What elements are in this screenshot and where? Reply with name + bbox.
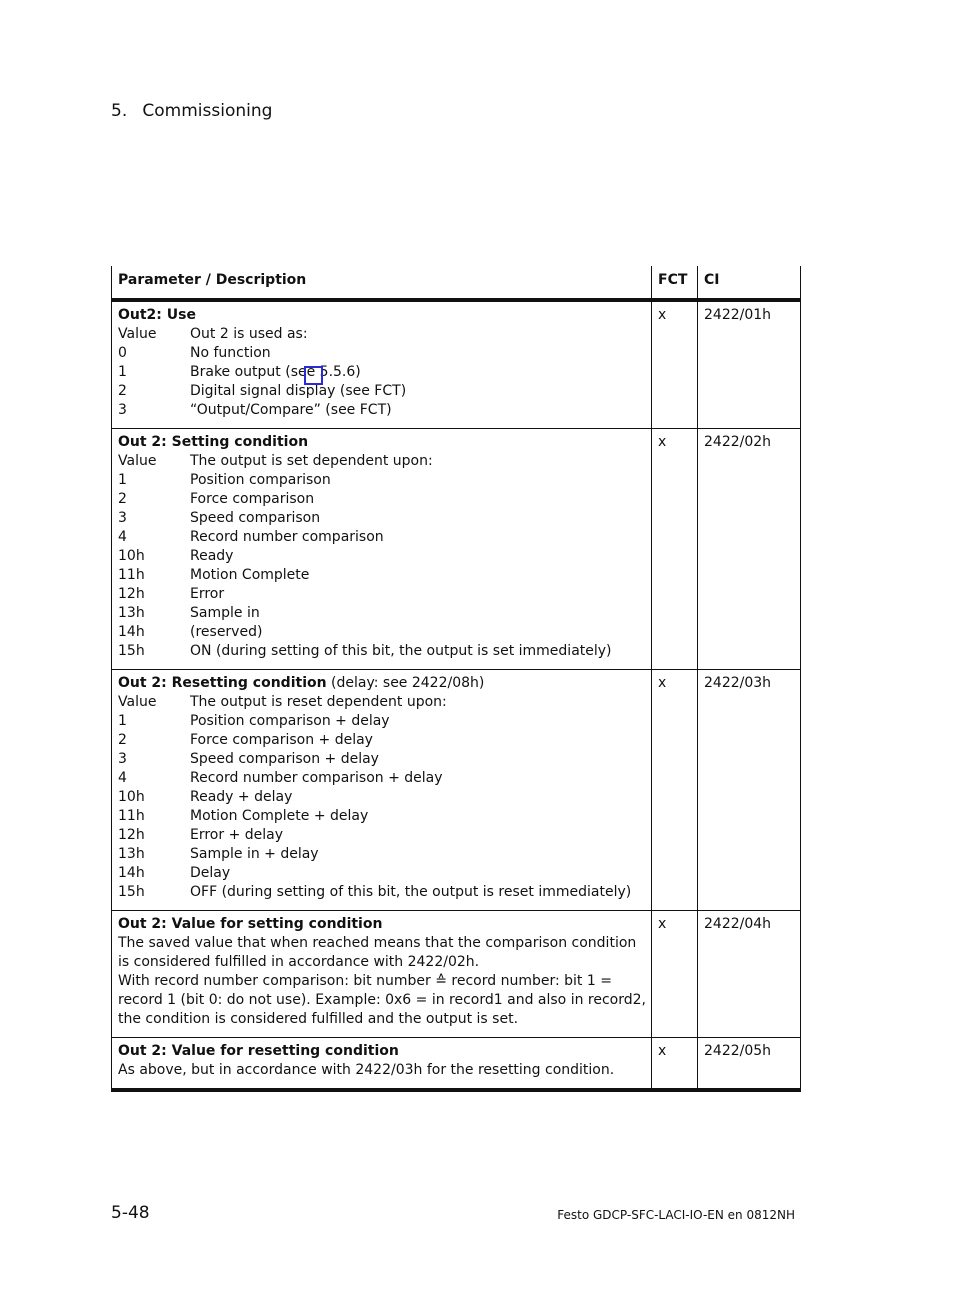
- value-text: Speed comparison: [190, 510, 321, 526]
- value-item: [118, 382, 651, 401]
- parameter-note: (delay: see 2422/08h): [331, 675, 485, 691]
- parameter-title-line: [118, 1042, 651, 1061]
- column-header-parameter: Parameter / Description: [112, 266, 652, 298]
- value-text: Force comparison: [190, 491, 315, 507]
- value-item: [118, 826, 651, 845]
- value-key: 3: [118, 751, 127, 767]
- value-key: 1: [118, 472, 127, 488]
- value-item: [118, 363, 651, 382]
- table-row: [112, 1038, 800, 1088]
- table-row: [112, 670, 800, 911]
- parameter-title-line: [118, 433, 651, 452]
- description-paragraph: As above, but in accordance with 2422/03h for the resetting condition.: [118, 1062, 615, 1078]
- value-key: 13h: [118, 846, 145, 862]
- value-text: Error: [190, 586, 225, 602]
- fct-cell: x: [652, 1038, 698, 1088]
- value-key: 0: [118, 345, 127, 361]
- value-item: [118, 604, 651, 623]
- ci-cell: 2422/05h: [704, 1043, 772, 1059]
- ci-cell: 2422/02h: [704, 434, 772, 450]
- value-key: 1: [118, 713, 127, 729]
- value-item: [118, 693, 651, 712]
- page-number: 5-48: [111, 1203, 150, 1223]
- value-key: 10h: [118, 548, 145, 564]
- value-item: [118, 325, 651, 344]
- value-item: [118, 731, 651, 750]
- description-cell: [112, 911, 652, 1037]
- value-key: 2: [118, 383, 127, 399]
- value-item: [118, 566, 651, 585]
- chapter-number: 5.: [111, 101, 128, 121]
- parameter-title: Out 2: Setting condition: [118, 434, 309, 450]
- value-text: Error + delay: [190, 827, 284, 843]
- value-text: Motion Complete: [190, 567, 310, 583]
- value-key: 14h: [118, 624, 145, 640]
- column-header-fct: FCT: [652, 266, 698, 298]
- value-text: Speed comparison + delay: [190, 751, 379, 767]
- value-key: 2: [118, 491, 127, 507]
- value-item: [118, 490, 651, 509]
- description-cell: [112, 1038, 652, 1088]
- value-item: [118, 547, 651, 566]
- value-item: [118, 788, 651, 807]
- value-text: No function: [190, 345, 271, 361]
- value-text: Position comparison: [190, 472, 331, 488]
- value-item: [118, 712, 651, 731]
- value-text: Sample in: [190, 605, 260, 621]
- value-text: Ready: [190, 548, 234, 564]
- fct-cell: x: [652, 911, 698, 1037]
- parameter-title: Out 2: Value for resetting condition: [118, 1043, 399, 1059]
- parameter-title-line: [118, 915, 651, 934]
- ci-cell: 2422/01h: [704, 307, 772, 323]
- value-text: Out 2 is used as:: [190, 326, 308, 342]
- parameter-table: [111, 266, 801, 1092]
- value-item: [118, 807, 651, 826]
- description-paragraph: With record number comparison: bit number ≙ record number: bit 1 = record 1 (bit 0: do not use). Example: 0x6 = in record1 and also in record2, the condition is considered fulfilled and the output is set.: [118, 973, 646, 1027]
- value-item: [118, 883, 651, 902]
- value-item: [118, 769, 651, 788]
- value-text: OFF (during setting of this bit, the output is reset immediately): [190, 884, 632, 900]
- value-key: 13h: [118, 605, 145, 621]
- value-text: Motion Complete + delay: [190, 808, 369, 824]
- description-cell: [112, 670, 652, 910]
- value-key: 12h: [118, 586, 145, 602]
- chapter-heading: [111, 101, 272, 121]
- value-item: [118, 845, 651, 864]
- parameter-title: Out2: Use: [118, 307, 196, 323]
- value-text: Delay: [190, 865, 231, 881]
- table-header-row: [112, 266, 800, 302]
- value-key: 15h: [118, 884, 145, 900]
- description-paragraph: The saved value that when reached means that the comparison condition is considered fulfilled in accordance with 2422/02h.: [118, 935, 637, 970]
- value-text: Sample in + delay: [190, 846, 319, 862]
- value-key: 12h: [118, 827, 145, 843]
- value-key: 1: [118, 364, 127, 380]
- value-text: Brake output (see 5.5.6): [190, 364, 361, 380]
- value-key: 3: [118, 402, 127, 418]
- value-text: (reserved): [190, 624, 263, 640]
- description-cell: [112, 302, 652, 428]
- table-row: [112, 429, 800, 670]
- value-text: Force comparison + delay: [190, 732, 373, 748]
- parameter-title: Out 2: Resetting condition: [118, 675, 327, 691]
- value-text: The output is set dependent upon:: [190, 453, 433, 469]
- ci-cell: 2422/03h: [704, 675, 772, 691]
- fct-cell: x: [652, 429, 698, 669]
- value-text: Ready + delay: [190, 789, 293, 805]
- table-row: [112, 911, 800, 1038]
- document-reference: Festo GDCP-SFC-LACI-IO-EN en 0812NH: [557, 1208, 795, 1222]
- table-row: [112, 302, 800, 429]
- parameter-title: Out 2: Value for setting condition: [118, 916, 383, 932]
- chapter-title: Commissioning: [142, 101, 273, 121]
- value-text: Digital signal display (see FCT): [190, 383, 407, 399]
- value-key: 11h: [118, 808, 145, 824]
- value-key: 11h: [118, 567, 145, 583]
- value-item: [118, 528, 651, 547]
- ci-cell: 2422/04h: [704, 916, 772, 932]
- value-item: [118, 452, 651, 471]
- value-item: [118, 344, 651, 363]
- value-item: [118, 471, 651, 490]
- value-text: ON (during setting of this bit, the output is set immediately): [190, 643, 612, 659]
- value-key: 4: [118, 770, 127, 786]
- value-item: [118, 585, 651, 604]
- value-item: [118, 401, 651, 420]
- value-item: [118, 509, 651, 528]
- value-key: Value: [118, 694, 157, 710]
- parameter-title-line: [118, 674, 651, 693]
- value-key: Value: [118, 326, 157, 342]
- value-text: Position comparison + delay: [190, 713, 390, 729]
- value-item: [118, 750, 651, 769]
- value-item: [118, 864, 651, 883]
- value-item: [118, 642, 651, 661]
- value-key: 3: [118, 510, 127, 526]
- value-text: Record number comparison + delay: [190, 770, 443, 786]
- value-key: 15h: [118, 643, 145, 659]
- parameter-title-line: [118, 306, 651, 325]
- fct-cell: x: [652, 302, 698, 428]
- value-text: “Output/Compare” (see FCT): [190, 402, 392, 418]
- value-key: 2: [118, 732, 127, 748]
- value-key: 14h: [118, 865, 145, 881]
- value-key: 4: [118, 529, 127, 545]
- value-item: [118, 623, 651, 642]
- value-text: The output is reset dependent upon:: [190, 694, 447, 710]
- value-key: 10h: [118, 789, 145, 805]
- link-marker[interactable]: [304, 366, 323, 385]
- fct-cell: x: [652, 670, 698, 910]
- value-key: Value: [118, 453, 157, 469]
- column-header-ci: CI: [704, 272, 720, 288]
- value-text: Record number comparison: [190, 529, 384, 545]
- description-cell: [112, 429, 652, 669]
